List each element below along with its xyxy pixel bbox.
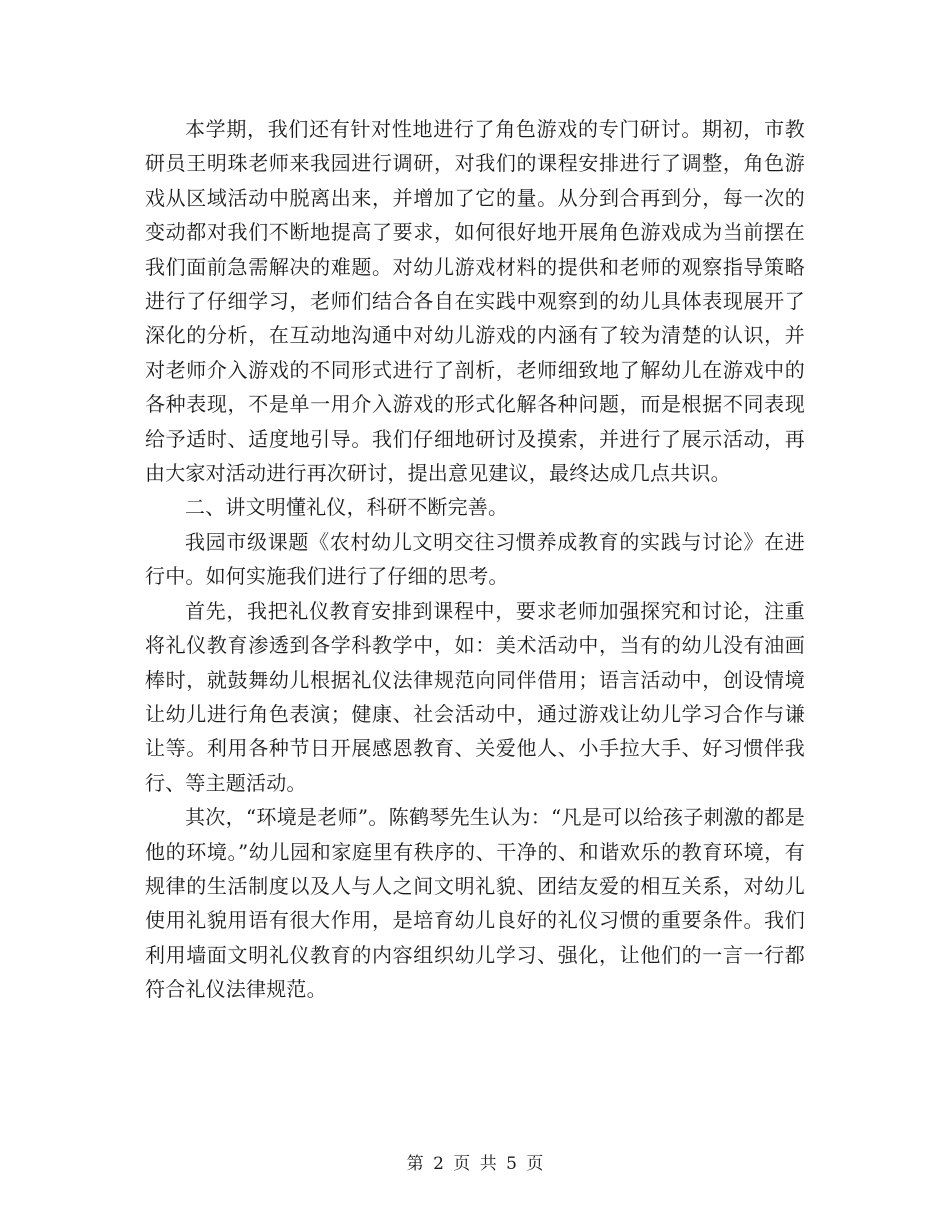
section-heading-etiquette: 二、讲文明懂礼仪，科研不断完善。 [185, 495, 509, 520]
paragraph-research-topic: 我园市级课题《农村幼儿文明交往习惯养成教育的实践与讨论》在进行中。如何实施我们进行了仔细的思考。 [145, 529, 805, 589]
paragraph-role-play-research: 本学期，我们还有针对性地进行了角色游戏的专门研讨。期初，市教研员王明珠老师来我园进行调研，对我们的课程安排进行了调整，角色游戏从区域活动中脱离出来，并增加了它的量。从分到合再到分，每一次的变动都对我们不断地提高了要求，如何很好地开展角色游戏成为当前摆在我们面前急需解决的难题。对幼儿游戏材料的提供和老师的观察指导策略进行了仔细学习，老师们结合各自在实践中观察到的幼儿具体表现展开了深化的分析，在互动地沟通中对幼儿游戏的内涵有了较为清楚的认识，并对老师介入游戏的不同形式进行了剖析，老师细致地了解幼儿在游戏中的各种表现，不是单一用介入游戏的形式化解各种问题，而是根据不同表现给予适时、适度地引导。我们仔细地研讨及摸索，并进行了展示活动，再由大家对活动进行再次研讨，提出意见建议，最终达成几点共识。 [145, 117, 805, 486]
document-body [145, 112, 805, 1007]
paragraph-curriculum: 首先，我把礼仪教育安排到课程中，要求老师加强探究和讨论，注重将礼仪教育渗透到各学科教学中，如：美术活动中，当有的幼儿没有油画棒时，就鼓舞幼儿根据礼仪法律规范向同伴借用；语言活动中，创设情境让幼儿进行角色表演；健康、社会活动中，通过游戏让幼儿学习合作与谦让等。利用各种节日开展感恩教育、关爱他人、小手拉大手、好习惯伴我行、等主题活动。 [145, 598, 805, 795]
paragraph-environment: 其次，“环境是老师”。陈鹤琴先生认为：“凡是可以给孩子刺激的都是他的环境。”幼儿园和家庭里有秩序的、干净的、和谐欢乐的教育环境，有规律的生活制度以及人与人之间文明礼貌、团结友爱的相互关系，对幼儿使用礼貌用语有很大作用，是培育幼儿良好的礼仪习惯的重要条件。我们利用墙面文明礼仪教育的内容组织幼儿学习、强化，让他们的一言一行都符合礼仪法律规范。 [145, 805, 805, 1002]
page-number-footer: 第 2 页 共 5 页 [406, 1154, 544, 1174]
